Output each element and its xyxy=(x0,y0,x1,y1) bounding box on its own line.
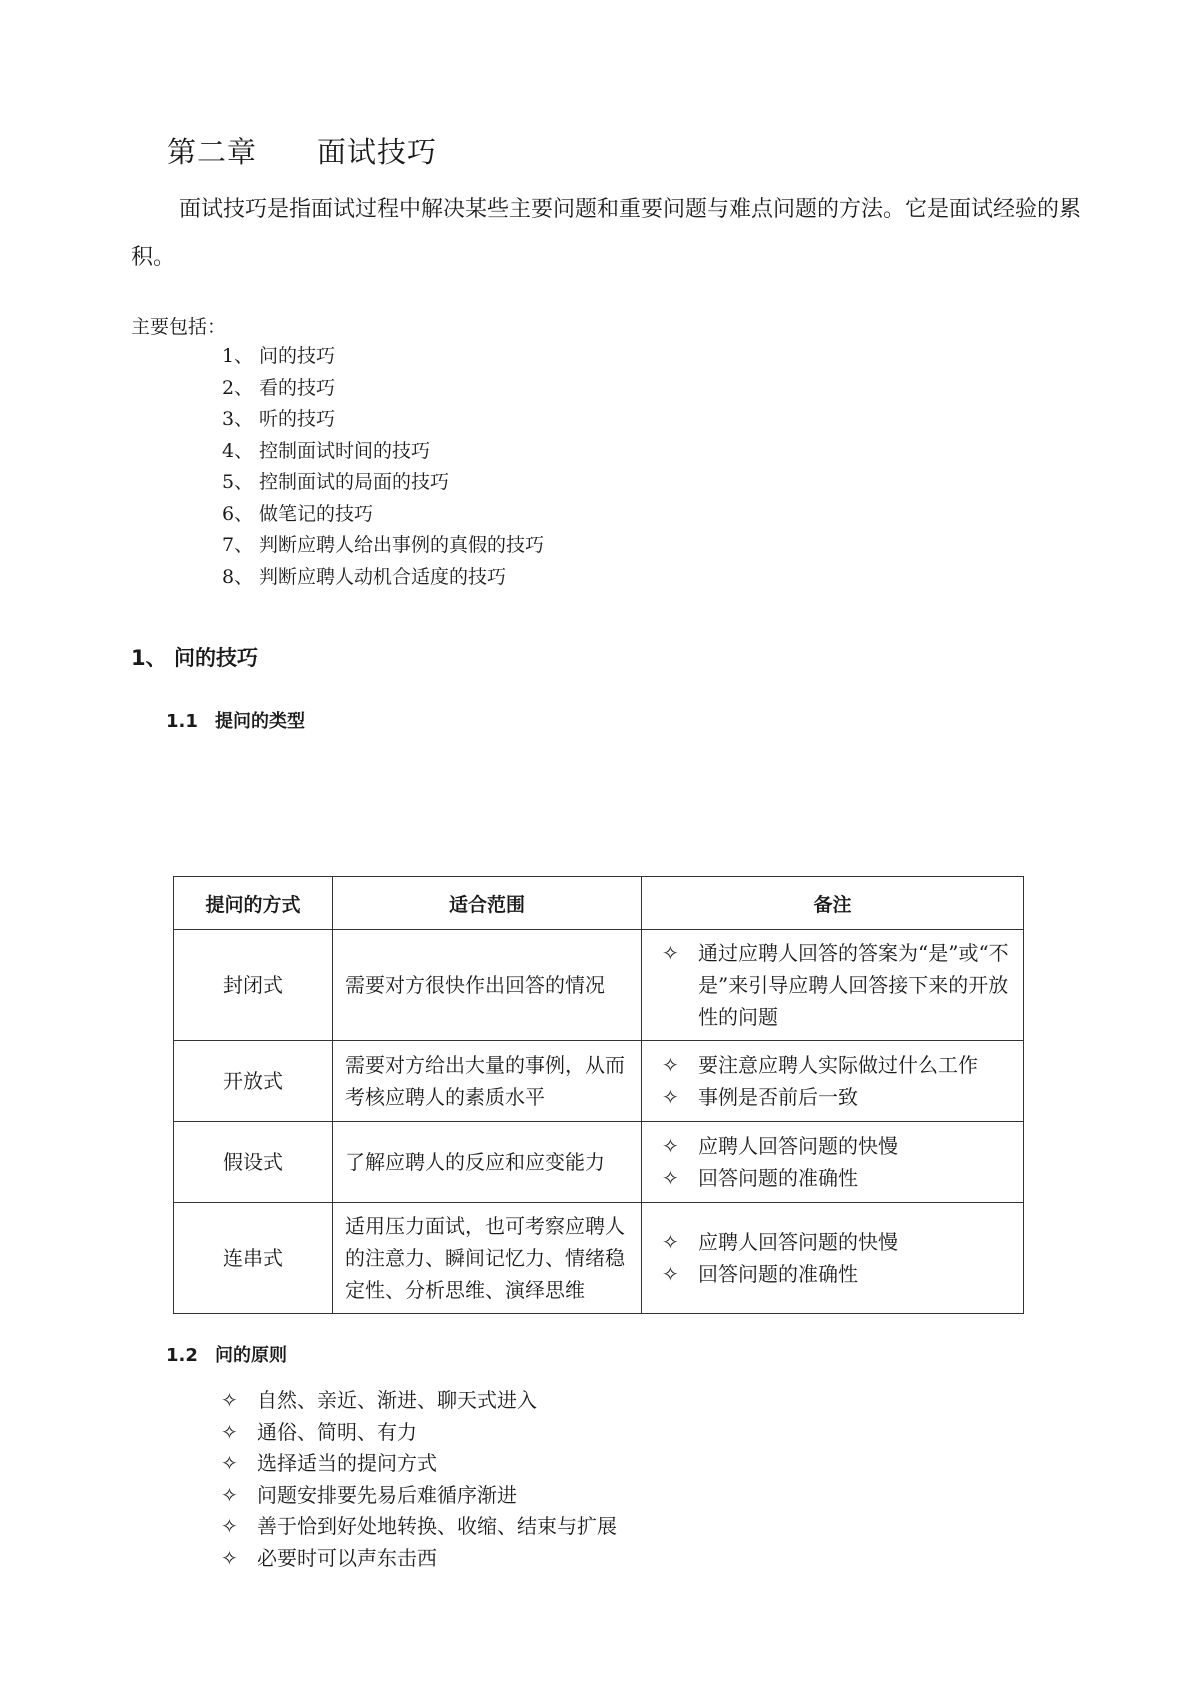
diamond-bullet-icon: ✧ xyxy=(221,1545,238,1570)
diamond-bullet-icon: ✧ xyxy=(221,1514,238,1538)
toc-item xyxy=(222,499,544,531)
note-text: 要注意应聘人实际做过什么工作 xyxy=(698,1053,978,1077)
toc-item-number: 2、 xyxy=(222,376,254,399)
diamond-bullet-icon: ✧ xyxy=(662,1085,679,1109)
toc-item-text: 看的技巧 xyxy=(259,376,336,399)
principle-item xyxy=(221,1417,617,1449)
toc-item-text: 做笔记的技巧 xyxy=(259,502,374,525)
principles-list xyxy=(221,1385,617,1574)
diamond-bullet-icon: ✧ xyxy=(662,1053,679,1077)
subsection-heading xyxy=(166,707,305,733)
diamond-bullet-icon: ✧ xyxy=(221,1451,238,1475)
subsection-number: 1.1 xyxy=(166,711,198,732)
chapter-title: 第二章 面试技巧 xyxy=(167,135,438,169)
notes-list xyxy=(662,1049,1013,1113)
note-text: 回答问题的准确性 xyxy=(698,1166,858,1190)
note-item xyxy=(662,1226,1013,1258)
table-row xyxy=(174,1041,1024,1122)
column-header: 适合范围 xyxy=(333,877,642,930)
section-number: 1、 xyxy=(131,646,167,670)
toc-item-number: 8、 xyxy=(222,565,254,588)
principle-text: 通俗、简明、有力 xyxy=(257,1419,417,1444)
question-types-table xyxy=(173,876,1024,1314)
toc-item xyxy=(222,341,544,373)
summary-label: 主要包括： xyxy=(131,316,227,338)
table-row xyxy=(174,930,1024,1041)
note-text: 事例是否前后一致 xyxy=(698,1085,858,1109)
scope-cell: 了解应聘人的反应和应变能力 xyxy=(333,1122,642,1203)
toc-item-text: 判断应聘人动机合适度的技巧 xyxy=(259,565,507,588)
diamond-bullet-icon: ✧ xyxy=(662,1230,679,1254)
table-row xyxy=(174,1203,1024,1314)
toc-item-number: 6、 xyxy=(222,502,254,525)
toc-item-number: 3、 xyxy=(222,408,254,430)
note-item xyxy=(662,1162,1013,1194)
toc-item xyxy=(222,373,544,405)
toc-item xyxy=(222,530,544,562)
table-header-row xyxy=(174,877,1024,930)
scope-cell: 需要对方给出大量的事例，从而考核应聘人的素质水平 xyxy=(333,1041,642,1122)
toc-item-number: 1、 xyxy=(222,345,254,367)
toc-item xyxy=(222,436,544,468)
notes-list xyxy=(662,937,1013,1033)
notes-cell xyxy=(642,1203,1024,1314)
principle-item xyxy=(221,1480,617,1512)
notes-cell xyxy=(642,1041,1024,1122)
section-title: 问的技巧 xyxy=(174,646,258,670)
principle-item xyxy=(221,1511,617,1543)
toc-item xyxy=(222,467,544,499)
toc-item-number: 5、 xyxy=(222,471,254,493)
diamond-bullet-icon: ✧ xyxy=(662,941,679,965)
notes-list xyxy=(662,1226,1013,1290)
toc-item-text: 控制面试时间的技巧 xyxy=(259,439,431,462)
scope-cell: 适用压力面试，也可考察应聘人的注意力、瞬间记忆力、情绪稳定性、分析思维、演绎思维 xyxy=(333,1203,642,1314)
toc-item-text: 判断应聘人给出事例的真假的技巧 xyxy=(259,534,545,556)
toc-item xyxy=(222,404,544,436)
diamond-bullet-icon: ✧ xyxy=(662,1166,679,1190)
note-item xyxy=(662,1081,1013,1113)
method-cell: 封闭式 xyxy=(174,930,333,1041)
toc-item-number: 4、 xyxy=(222,439,254,462)
note-text: 回答问题的准确性 xyxy=(698,1262,858,1286)
method-cell: 假设式 xyxy=(174,1122,333,1203)
diamond-bullet-icon: ✧ xyxy=(662,1262,679,1286)
principle-item xyxy=(221,1543,617,1575)
notes-list xyxy=(662,1130,1013,1194)
note-text: 通过应聘人回答的答案为“是”或“不是”来引导应聘人回答接下来的开放性的问题 xyxy=(698,941,1009,1029)
column-header: 备注 xyxy=(642,877,1024,930)
toc-item-text: 问的技巧 xyxy=(259,345,336,367)
diamond-bullet-icon: ✧ xyxy=(221,1388,238,1412)
principle-text: 自然、亲近、渐进、聊天式进入 xyxy=(257,1388,537,1412)
method-cell: 连串式 xyxy=(174,1203,333,1314)
principle-text: 善于恰到好处地转换、收缩、结束与扩展 xyxy=(257,1514,617,1538)
toc-item xyxy=(222,562,544,594)
principle-text: 问题安排要先易后难循序渐进 xyxy=(257,1482,517,1507)
subsection-heading xyxy=(166,1341,287,1367)
toc-list xyxy=(222,341,544,593)
notes-cell xyxy=(642,1122,1024,1203)
toc-item-text: 听的技巧 xyxy=(259,408,336,430)
section-heading xyxy=(131,642,258,672)
subsection-title: 问的原则 xyxy=(215,1345,287,1366)
toc-item-number: 7、 xyxy=(222,534,254,556)
subsection-title: 提问的类型 xyxy=(215,711,305,732)
principle-item xyxy=(221,1385,617,1417)
intro-paragraph: 面试技巧是指面试过程中解决某些主要问题和重要问题与难点问题的方法。它是面试经验的累积。 xyxy=(131,197,1082,270)
method-cell: 开放式 xyxy=(174,1041,333,1122)
note-item xyxy=(662,1130,1013,1162)
note-text: 应聘人回答问题的快慢 xyxy=(698,1134,898,1158)
diamond-bullet-icon: ✧ xyxy=(221,1482,238,1507)
scope-cell: 需要对方很快作出回答的情况 xyxy=(333,930,642,1041)
subsection-number: 1.2 xyxy=(166,1345,198,1366)
principle-text: 选择适当的提问方式 xyxy=(257,1451,437,1475)
notes-cell xyxy=(642,930,1024,1041)
diamond-bullet-icon: ✧ xyxy=(662,1134,679,1158)
note-item xyxy=(662,1049,1013,1081)
note-item xyxy=(662,1258,1013,1290)
note-text: 应聘人回答问题的快慢 xyxy=(698,1230,898,1254)
note-item xyxy=(662,937,1013,1033)
table-row xyxy=(174,1122,1024,1203)
principle-item xyxy=(221,1448,617,1480)
column-header: 提问的方式 xyxy=(174,877,333,930)
toc-item-text: 控制面试的局面的技巧 xyxy=(259,471,450,493)
diamond-bullet-icon: ✧ xyxy=(221,1419,238,1444)
principle-text: 必要时可以声东击西 xyxy=(257,1545,437,1570)
